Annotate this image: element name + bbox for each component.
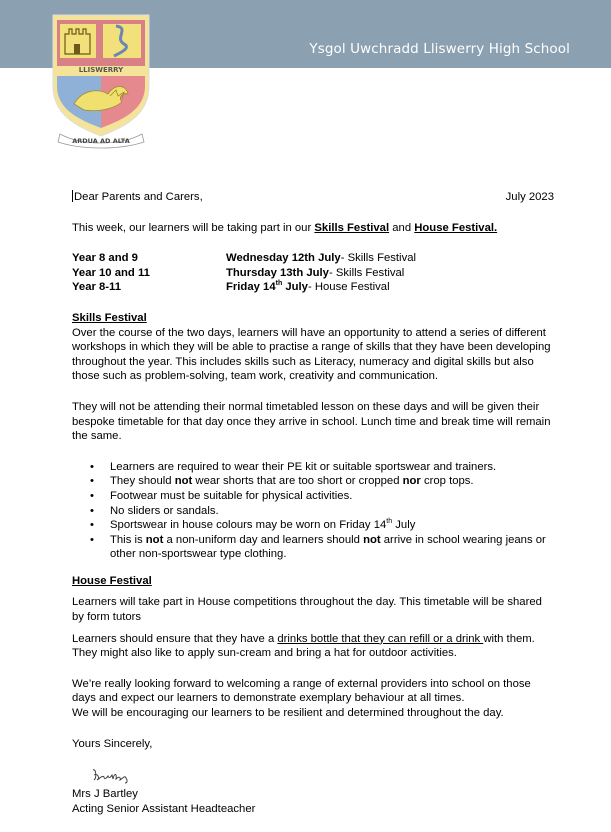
schedule-event: - House Festival	[307, 281, 390, 294]
closing-paragraph-2: We will be encouraging our learners to be resilient and determined throughout the day.	[72, 707, 504, 720]
schedule-day: Thursday 13th July	[226, 266, 329, 279]
emphasis-not: not	[363, 533, 381, 546]
schedule-table	[72, 251, 554, 295]
text-cursor	[72, 190, 73, 202]
schedule-day: Wednesday 12th July	[226, 252, 341, 265]
intro-skills-festival: Skills Festival	[314, 221, 390, 234]
signatory-block	[72, 787, 255, 816]
schedule-row	[72, 266, 554, 281]
house-paragraph-1: Learners will take part in House competitions throughout the day. This timetable will be shared by form tutors	[72, 596, 542, 624]
sign-off: Yours Sincerely,	[72, 737, 153, 750]
list-item-text: They should	[110, 475, 175, 488]
list-item-text: Sportswear in house colours may be worn on Friday 14	[110, 519, 387, 532]
skills-festival-heading: Skills Festival	[72, 311, 147, 324]
list-item-text: Footwear must be suitable for physical activities.	[110, 489, 353, 502]
intro-paragraph	[72, 221, 554, 236]
house-para2-text: with them. They might also like to apply sun-cream and bring a hat for outdoor activities.	[72, 632, 535, 660]
schedule-row	[72, 251, 554, 266]
skills-paragraph-1: Over the course of the two days, learners will have an opportunity to attend a series of different workshops in which they will be able to practise a range of skills that they have been developing throughout the year. This includes skills such as Literacy, numeracy and digital skills but also those such as problem-solving, team work, creativity and communication.	[72, 326, 551, 383]
letter-body	[72, 190, 554, 751]
schedule-day-month: July	[282, 281, 308, 294]
emphasis-not: not	[145, 533, 164, 546]
list-item-text: a non-uniform day and learners should	[163, 533, 364, 546]
list-item-text: arrive in school wearing jeans or other non-sportswear type clothing.	[110, 533, 546, 561]
house-festival-heading: House Festival	[72, 574, 152, 587]
list-item-text: This is	[110, 533, 146, 546]
list-item-text: crop tops.	[420, 475, 474, 488]
salutation: Dear Parents and Carers,	[74, 191, 203, 203]
signatory-title: Acting Senior Assistant Headteacher	[72, 802, 256, 815]
house-para2-underlined: drinks bottle that they can refill or a drink	[277, 632, 484, 645]
emphasis-not: not	[174, 475, 193, 488]
schedule-day-suffix: th	[275, 280, 283, 288]
salutation-row	[72, 190, 554, 205]
schedule-year: Year 8-11	[72, 281, 121, 294]
list-item	[110, 474, 554, 489]
letter-date: July 2023	[505, 191, 554, 203]
schedule-row	[72, 280, 554, 295]
intro-text: This week, our learners will be taking part in our	[72, 221, 315, 234]
list-item-text: wear shorts that are too short or cropped	[192, 475, 403, 488]
handwritten-signature	[90, 766, 132, 784]
rules-list	[72, 460, 554, 562]
crest-name-text: LLISWERRY	[78, 66, 124, 74]
list-item-text: Learners are required to wear their PE kit or suitable sportswear and trainers.	[110, 460, 497, 473]
schedule-day: Friday 14	[226, 281, 276, 294]
ordinal-suffix: th	[386, 518, 393, 526]
list-item-text: July	[392, 519, 416, 532]
schedule-year: Year 8 and 9	[72, 252, 138, 265]
list-item-text: No sliders or sandals.	[110, 504, 219, 517]
house-para2-text: Learners should ensure that they have a	[72, 632, 278, 645]
skills-paragraph-2: They will not be attending their normal timetabled lesson on these days and will be given their bespoke timetable for that day once they arrive in school. Lunch time and break time will remain the same.	[72, 400, 551, 443]
schedule-event: - Skills Festival	[328, 266, 405, 279]
emphasis-nor: nor	[402, 475, 421, 488]
intro-and: and	[389, 221, 415, 234]
schedule-event: - Skills Festival	[340, 252, 417, 265]
intro-house-festival: House Festival.	[414, 221, 498, 234]
list-item	[110, 518, 554, 533]
list-item	[110, 460, 554, 475]
list-item	[110, 504, 554, 519]
school-name: Ysgol Uwchradd Lliswerry High School	[309, 41, 570, 57]
closing-paragraph-1: We’re really looking forward to welcoming a range of external providers into school on those days and expect our learners to demonstrate exemplary behaviour at all times.	[72, 677, 531, 705]
crest-motto-text: ARDUA AD ALTA	[72, 137, 130, 145]
signatory-name: Mrs J Bartley	[72, 788, 138, 800]
schedule-year: Year 10 and 11	[72, 266, 150, 279]
list-item	[110, 489, 554, 504]
house-paragraph-2	[72, 632, 554, 661]
school-crest-logo	[52, 14, 150, 149]
list-item	[110, 533, 554, 562]
